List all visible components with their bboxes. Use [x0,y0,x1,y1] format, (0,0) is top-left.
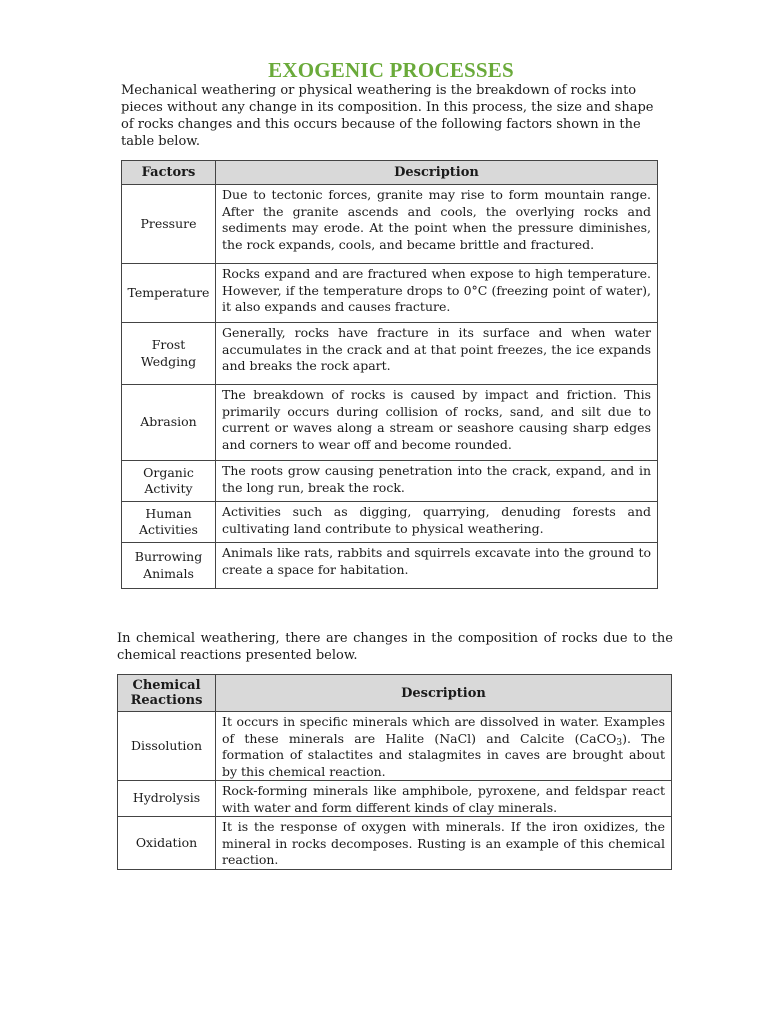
factor-cell: Abrasion [122,385,216,461]
table-row [122,323,658,385]
description-cell: Animals like rats, rabbits and squirrels excavate into the ground to create a space for habitation. [216,543,658,589]
factors-header: Factors [122,161,216,185]
description-cell: The roots grow causing penetration into the crack, expand, and in the long run, break the rock. [216,461,658,502]
table-row [122,264,658,323]
factor-cell: Human Activities [122,502,216,543]
description-text: It occurs in specific minerals which are dissolved in water. Examples of these minerals are Halite (NaCl) and Calcite (CaCO [222,714,665,746]
description-cell: It is the response of oxygen with minerals. If the iron oxidizes, the mineral in rocks decomposes. Rusting is an example of this chemical reaction. [216,817,672,870]
table-row [118,712,672,781]
factor-cell: Pressure [122,185,216,264]
description-header: Description [216,161,658,185]
description-cell: Due to tectonic forces, granite may rise to form mountain range. After the granite ascends and cools, the overlying rocks and sediments may erode. At the point when the pressure diminishes, the rock expands, cools, and became brittle and fractured. [216,185,658,264]
factor-cell: Temperature [122,264,216,323]
table-row [122,543,658,589]
page-title: EXOGENIC PROCESSES [268,58,514,82]
factor-cell: Organic Activity [122,461,216,502]
description-text: ). The formation of stalactites and stalagmites in caves are brought about by this chemical reaction. [222,730,665,779]
physical-weathering-table [121,160,658,589]
description-header: Description [216,675,672,712]
table-row [118,817,672,870]
table-row [122,385,658,461]
description-cell: Activities such as digging, quarrying, denuding forests and cultivating land contribute to physical weathering. [216,502,658,543]
mechanical-weathering-intro: Mechanical weathering or physical weathering is the breakdown of rocks into pieces without any change in its composition. In this process, the size and shape of rocks changes and this occurs because of the following factors shown in the table below. [121,83,654,149]
table-row [122,502,658,543]
factor-cell: Burrowing Animals [122,543,216,589]
factor-cell: Frost Wedging [122,323,216,385]
factor-cell: Hydrolysis [118,781,216,817]
description-cell: Rock-forming minerals like amphibole, pyroxene, and feldspar react with water and form different kinds of clay minerals. [216,781,672,817]
subscript: 3 [616,737,623,748]
table-row [118,781,672,817]
factor-cell: Oxidation [118,817,216,870]
description-cell: Rocks expand and are fractured when expose to high temperature. However, if the temperature drops to 0°C (freezing point of water), it also expands and causes fracture. [216,264,658,323]
chemical-weathering-intro: In chemical weathering, there are changes in the composition of rocks due to the chemical reactions presented below. [117,631,673,663]
chemical-reactions-header: Chemical Reactions [118,675,216,712]
table-header-row [122,161,658,185]
table-row [122,461,658,502]
description-cell: The breakdown of rocks is caused by impact and friction. This primarily occurs during collision of rocks, sand, and silt due to current or waves along a stream or seashore causing sharp edges and corners to wear off and become rounded. [216,385,658,461]
description-cell [216,712,672,781]
table-header-row [118,675,672,712]
chemical-weathering-table [117,674,672,870]
table-row [122,185,658,264]
factor-cell: Dissolution [118,712,216,781]
description-cell: Generally, rocks have fracture in its surface and when water accumulates in the crack and at that point freezes, the ice expands and breaks the rock apart. [216,323,658,385]
